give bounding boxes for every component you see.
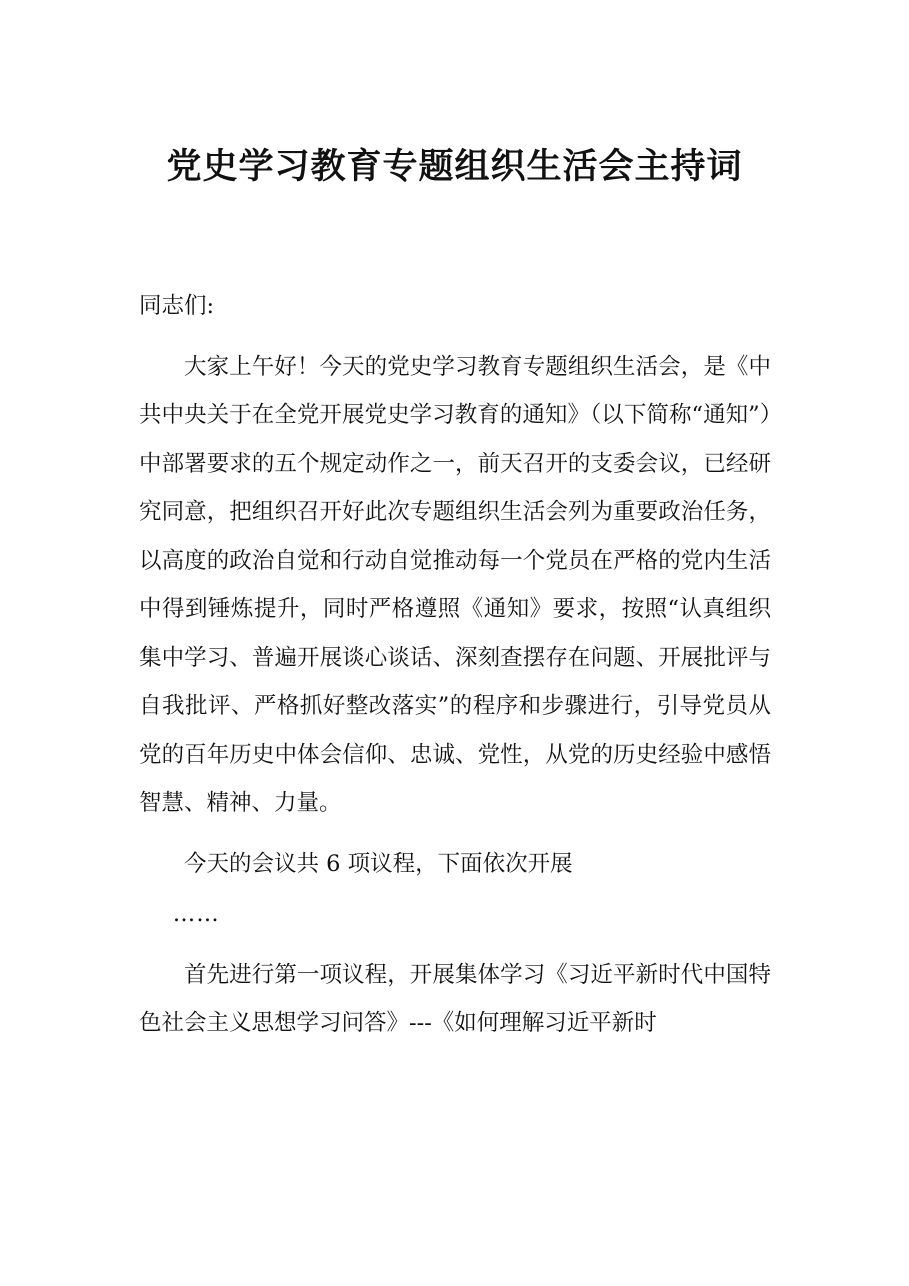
document-title: 党史学习教育专题组织生活会主持词 <box>166 146 743 187</box>
paragraph-opening: 大家上午好！今天的党史学习教育专题组织生活会，是《中共中央关于在全党开展党史学习教育的通知》（以下简称“通知”）中部署要求的五个规定动作之一，前天召开的支委会议，已经研究同意，把组织召开好此次专题组织生活会列为重要政治任务，以高度的政治自觉和行动自觉推动每一个党员在严格的党内生活中得到锤炼提升，同时严格遵照《通知》要求，按照“认真组织集中学习、普遍开展谈心谈话、深刻查摆存在问题、开展批评与自我批评、严格抓好整改落实”的程序和步骤进行，引导党员从党的百年历史中体会信仰、忠诚、党性，从党的历史经验中感悟智慧、精神、力量。 <box>139 353 771 816</box>
document-body <box>139 282 771 1048</box>
paragraph-first-item: 首先进行第一项议程，开展集体学习《习近平新时代中国特色社会主义思想学习问答》---《如何理解习近平新时 <box>139 961 771 1036</box>
paragraph-agenda: 今天的会议共 6 项议程，下面依次开展 <box>184 850 573 877</box>
salutation: 同志们: <box>139 293 215 319</box>
ellipsis: …… <box>172 901 220 927</box>
